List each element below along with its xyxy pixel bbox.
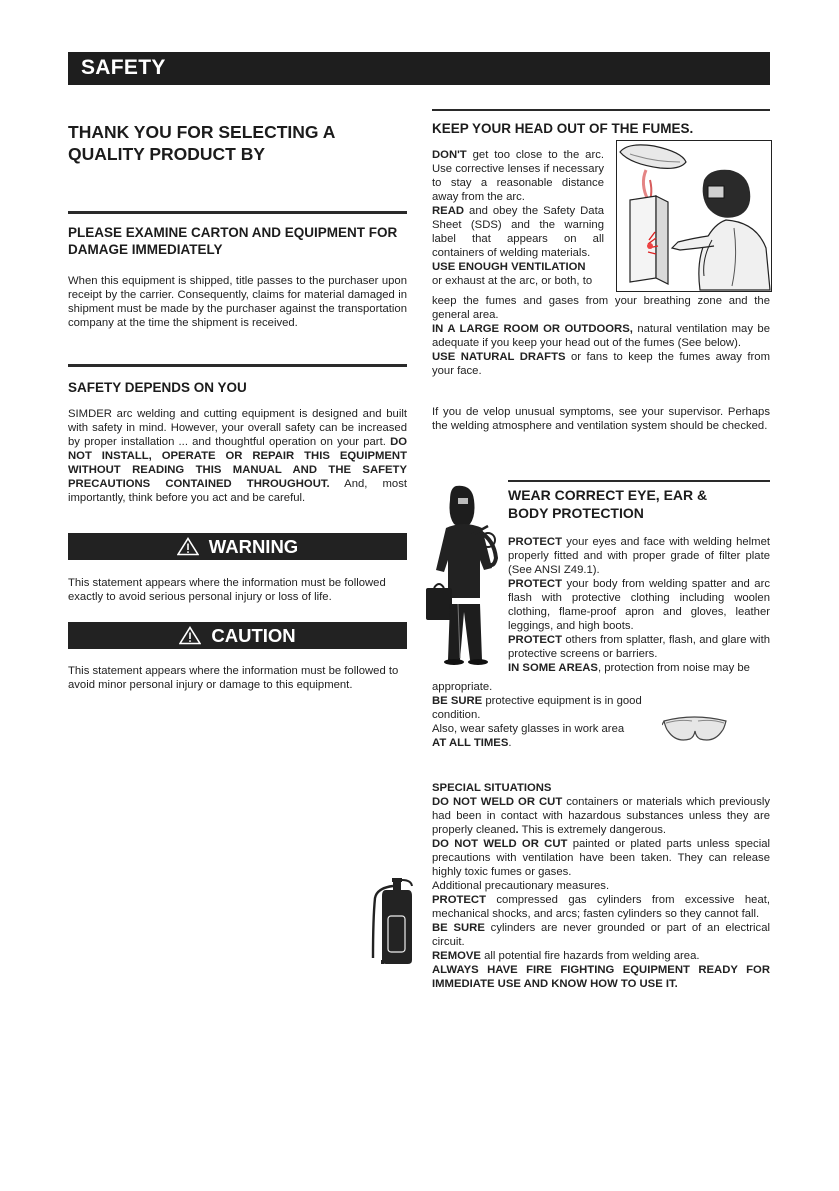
read-label: READ: [432, 205, 465, 217]
protection-heading-line-1: WEAR CORRECT EYE, EAR &: [508, 487, 708, 503]
protect-eyes-text: your eyes and face with welding helmet properly fitted and with proper grade of filter plate (See ANSI Z49.1).: [508, 536, 771, 576]
all-times-period: .: [508, 737, 512, 749]
special-5-label: BE SURE: [432, 922, 485, 934]
warning-bar: [68, 533, 407, 560]
large-room-text: natural ventilation may be adequate if you keep your head out of the fumes (See below).: [432, 323, 770, 349]
large-room-label: IN A LARGE ROOM OR OUTDOORS,: [432, 323, 633, 335]
natural-drafts-label: USE NATURAL DRAFTS: [432, 351, 566, 363]
examine-heading: PLEASE EXAMINE CARTON AND EQUIPMENT FOR DAMAGE IMMEDIATELY: [68, 225, 398, 257]
protect-others-text: others from splatter, flash, and glare with protective screens or barriers.: [508, 634, 770, 660]
fumes-heading: KEEP YOUR HEAD OUT OF THE FUMES.: [432, 121, 694, 136]
special-6-label: REMOVE: [432, 950, 481, 962]
section-divider: [68, 364, 407, 367]
special-2-text: painted or plated parts unless special precautions with ventilation have been taken. They can release highly toxic fumes or gases.: [432, 838, 771, 878]
caution-text: This statement appears where the information must be followed to avoid minor personal injury or damage to this equipment.: [68, 665, 399, 691]
examine-body: When this equipment is shipped, title passes to the purchaser upon receipt by the carrier. Consequently, claims for material damaged in shipment must be made by the purchaser against the transportation company at the time the shipment is received.: [68, 275, 407, 329]
special-5-text: cylinders are never grounded or part of an electrical circuit.: [432, 922, 770, 948]
warning-text: This statement appears where the information must be followed exactly to avoid serious personal injury or loss of life.: [68, 577, 386, 603]
special-situations: [432, 781, 770, 991]
special-1-label: DO NOT WELD OR CUT: [432, 796, 563, 808]
be-sure-label: BE SURE: [432, 695, 483, 707]
warning-label: WARNING: [208, 535, 299, 557]
special-6-text: all potential fire hazards from welding area.: [484, 950, 700, 962]
thank-you-heading: THANK YOU FOR SELECTING A QUALITY PRODUCT BY: [68, 122, 335, 164]
special-heading: SPECIAL SITUATIONS: [432, 782, 552, 794]
special-2-label: DO NOT WELD OR CUT: [432, 838, 568, 850]
safety-body-bold: DO NOT INSTALL, OPERATE OR REPAIR THIS EQUIPMENT WITHOUT READING THIS MANUAL AND THE SAFETY PRECAUTIONS CONTAINED THROUGHOUT.: [68, 436, 408, 490]
warning-icon: [177, 537, 199, 556]
protect-body-label: PROTECT: [508, 578, 562, 590]
all-times-label: AT ALL TIMES: [432, 737, 509, 749]
ventilation-text: or exhaust at the arc, or both, to: [432, 275, 593, 287]
safety-body-text-2: And, most importantly, think before you act and be careful.: [68, 478, 408, 504]
caution-bar: [68, 622, 407, 649]
special-4-label: PROTECT: [432, 894, 486, 906]
protection-paragraph-cont: [432, 680, 672, 750]
fumes-paragraph-upper: [432, 148, 604, 288]
natural-drafts-text: or fans to keep the fumes away from your face.: [432, 351, 770, 377]
ventilation-label: USE ENOUGH VENTILATION: [432, 261, 586, 273]
welder-figure-icon: [424, 484, 504, 666]
glasses-text: Also, wear safety glasses in work area: [432, 723, 625, 735]
fumes-paragraph-lower: [432, 294, 770, 378]
special-1-text: containers or materials which previously had been in contact with hazardous substances unless they are properly cleaned: [432, 796, 771, 836]
symptoms-text: If you de velop unusual symptoms, see your supervisor. Perhaps the welding atmosphere and ventilation system should be checked.: [432, 406, 770, 432]
header-banner: [68, 52, 770, 85]
noise-text: , protection from noise may be: [597, 662, 750, 674]
section-divider: [432, 109, 770, 111]
safety-body-text-1: SIMDER arc welding and cutting equipment is designed and built with safety in mind. However, your overall safety can be increased by proper installation ... and thoughtful operation on your part.: [68, 408, 407, 448]
special-1-text-2: This is extremely dangerous.: [521, 824, 667, 836]
dont-label: DON'T: [432, 149, 467, 161]
welder-fumes-illustration-icon: [616, 140, 772, 292]
dont-text: get too close to the arc. Use corrective lenses if necessary to stay a reasonable distance away from the arc.: [432, 149, 605, 203]
safety-heading: SAFETY DEPENDS ON YOU: [68, 380, 247, 395]
special-3-text: Additional precautionary measures.: [432, 880, 610, 892]
protect-others-label: PROTECT: [508, 634, 562, 646]
special-7-label: ALWAYS HAVE FIRE FIGHTING EQUIPMENT READY FOR IMMEDIATE USE AND KNOW HOW TO USE IT.: [432, 964, 770, 990]
fire-extinguisher-icon: [366, 874, 414, 966]
read-text: and obey the Safety Data Sheet (SDS) and the warning label that appears on all containers of welding materials.: [432, 205, 604, 259]
special-1-period: .: [515, 824, 519, 836]
caution-icon: [179, 626, 201, 645]
section-divider: [68, 211, 407, 214]
noise-text-cont: appropriate.: [432, 681, 493, 693]
protection-heading-line-2: BODY PROTECTION: [508, 505, 644, 521]
special-4-text: compressed gas cylinders from excessive heat, mechanical shocks, and arcs; fasten cylinders so they cannot fall.: [432, 894, 771, 920]
noise-label: IN SOME AREAS: [508, 662, 598, 674]
safety-body: [68, 407, 407, 505]
protection-heading: [508, 486, 770, 522]
section-divider: [508, 480, 770, 482]
be-sure-text: protective equipment is in good condition.: [432, 695, 642, 721]
caution-label: CAUTION: [211, 624, 296, 646]
ventilation-text-cont: keep the fumes and gases from your breathing zone and the general area.: [432, 295, 770, 321]
page-title: SAFETY: [81, 56, 166, 79]
protect-body-text: your body from welding spatter and arc flash with protective clothing including woolen clothing, flame-proof apron and gloves, leather leggings, and high boots.: [508, 578, 770, 632]
protection-paragraph: [508, 535, 770, 675]
protect-eyes-label: PROTECT: [508, 536, 562, 548]
safety-glasses-icon: [662, 713, 728, 747]
